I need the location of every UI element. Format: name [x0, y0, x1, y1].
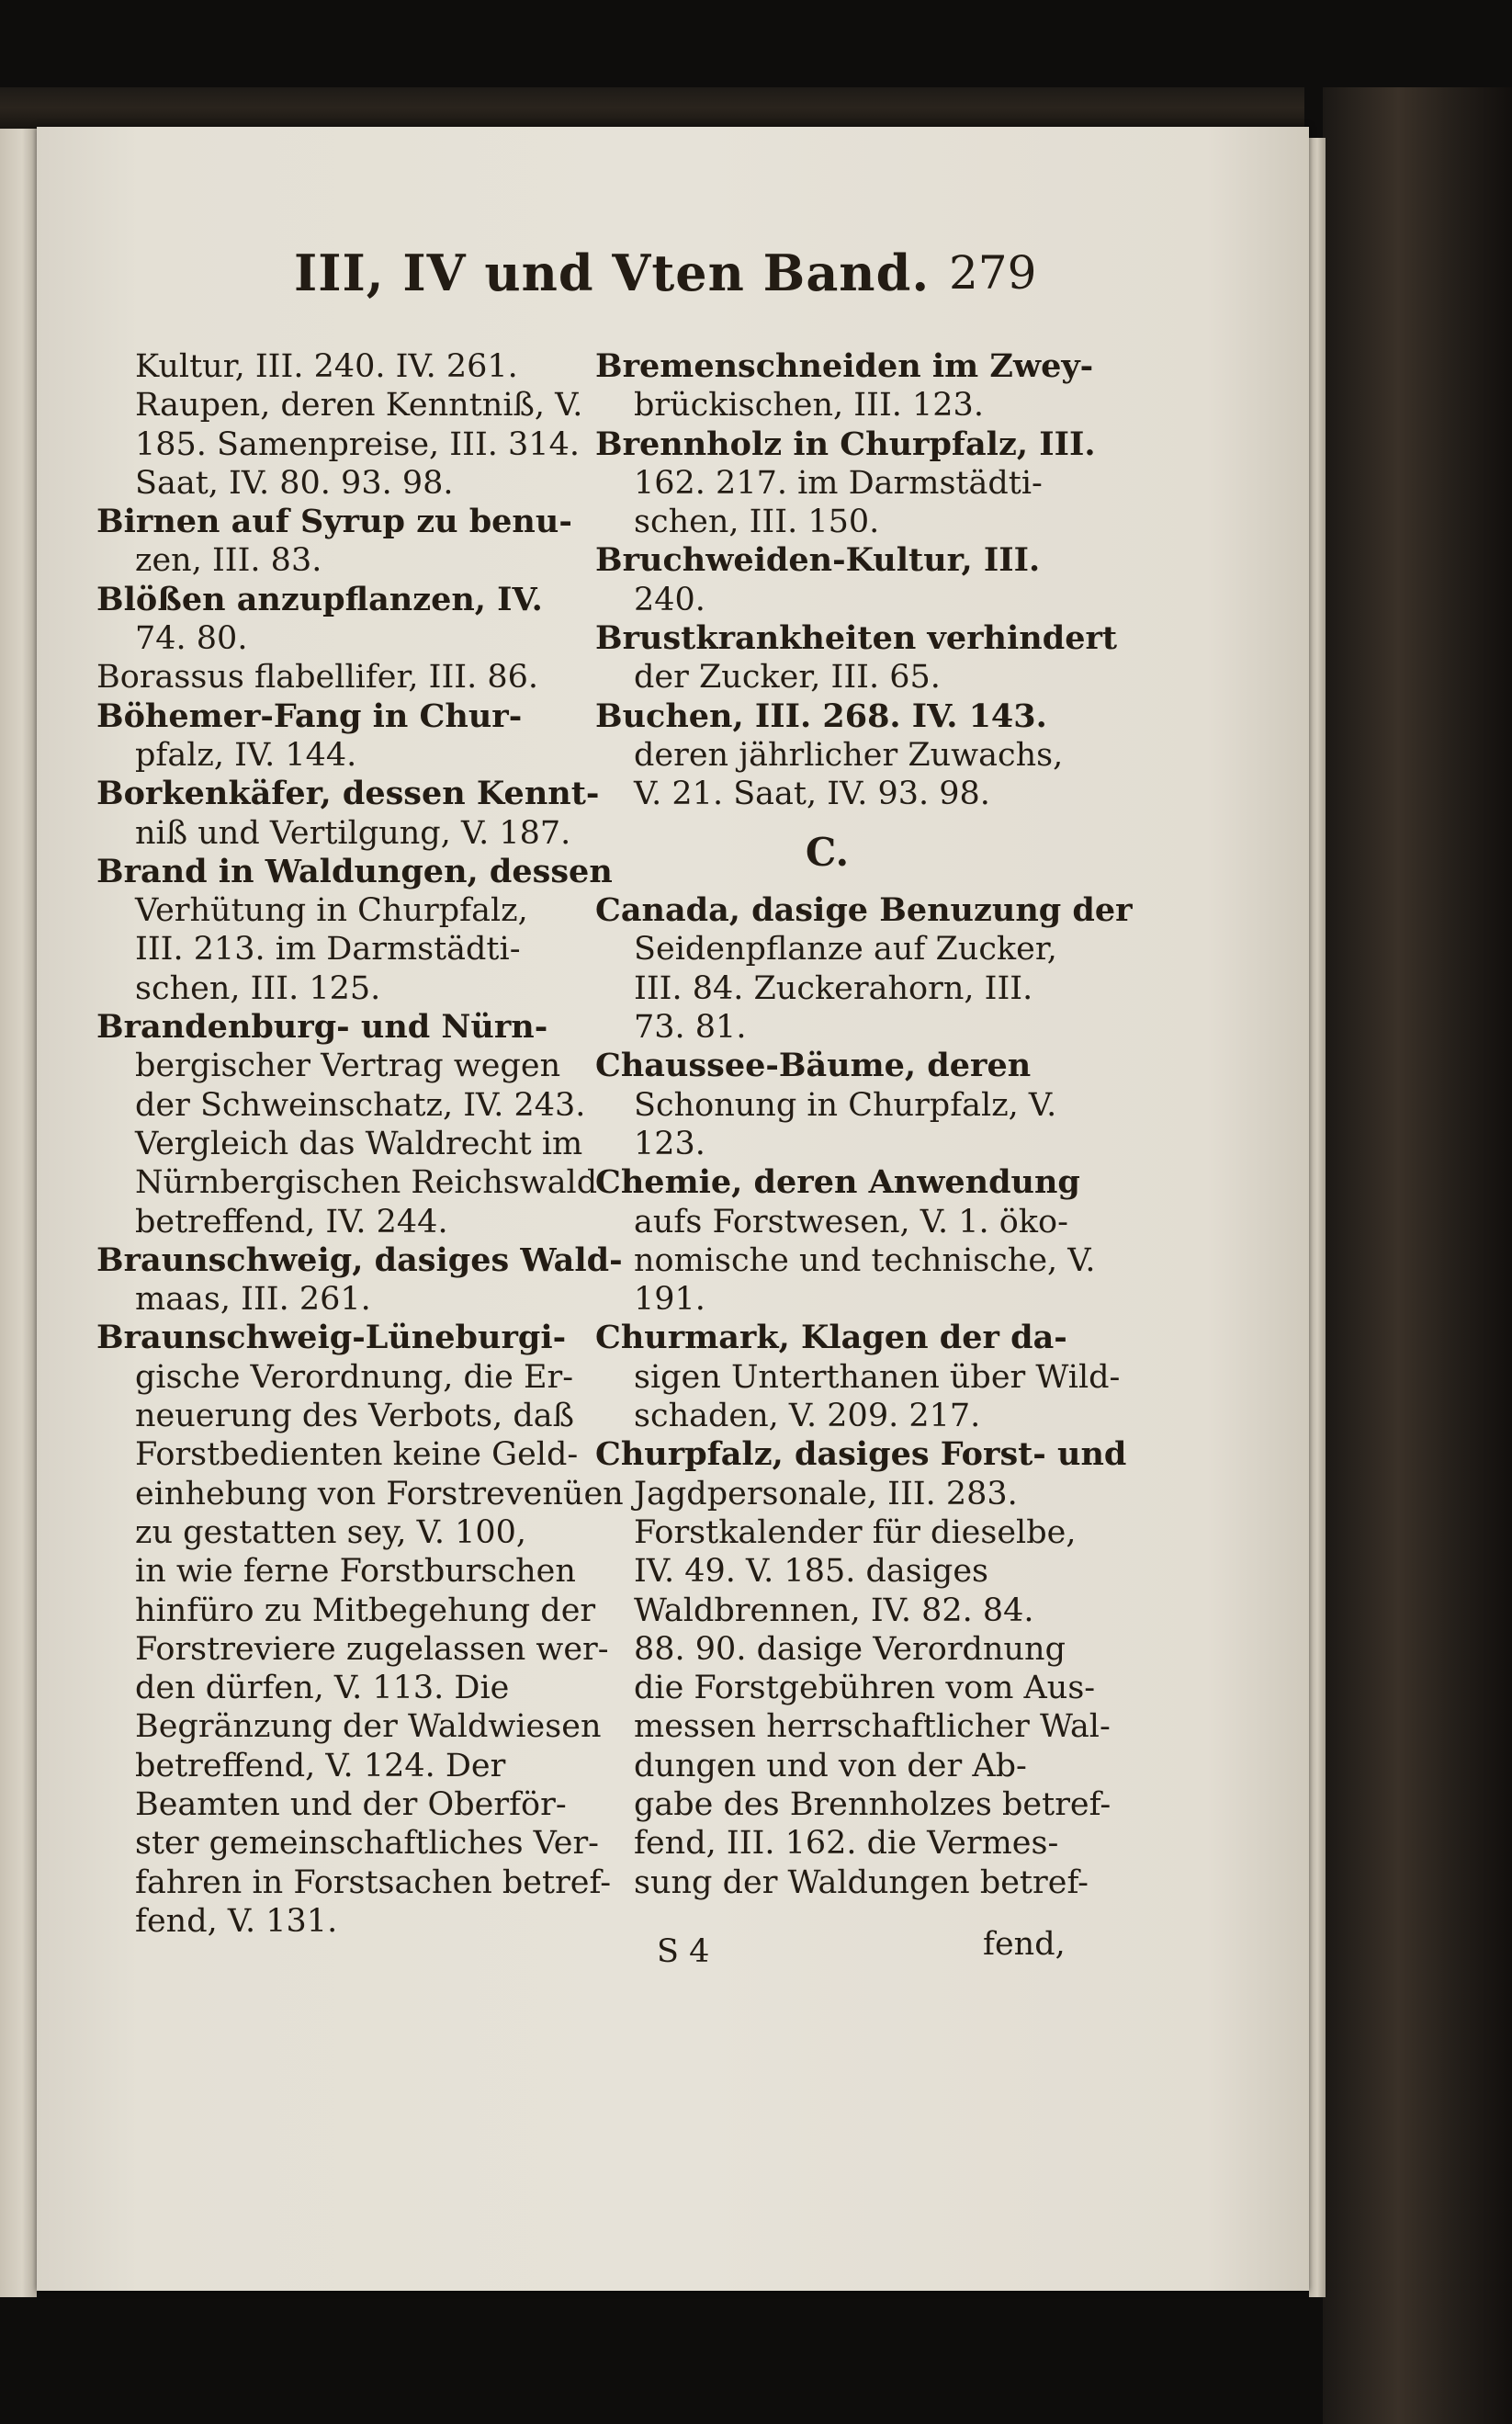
- index-entry-line: sung der Waldungen betref-: [634, 1863, 1089, 1901]
- index-headword-line: Borkenkäfer, dessen Kennt-: [96, 775, 600, 813]
- index-entry-line: Verhütung in Churpfalz,: [135, 892, 528, 930]
- index-entry-line: Vergleich das Waldrecht im: [135, 1125, 583, 1162]
- index-entry-line: in wie ferne Forstburschen: [135, 1553, 576, 1591]
- index-entry-line: neuerung des Verbots, daß: [135, 1398, 574, 1435]
- index-headword-line: Blößen anzupflanzen, IV.: [96, 580, 543, 618]
- index-entry-line: schen, III. 150.: [634, 504, 880, 541]
- index-entry-line: ster gemeinschaftliches Ver-: [135, 1825, 600, 1863]
- index-entry-line: der Zucker, III. 65.: [634, 659, 941, 697]
- index-entry-line: zu gestatten sey, V. 100,: [135, 1513, 527, 1551]
- index-headword-line: Bremenschneiden im Zwey-: [595, 347, 1094, 385]
- book-binding-top: [0, 87, 1304, 129]
- section-letter: C.: [805, 829, 850, 875]
- index-headword-line: Brand in Waldungen, dessen: [96, 852, 613, 890]
- index-entry-line: IV. 49. V. 185. dasiges: [634, 1553, 988, 1591]
- index-entry-line: V. 21. Saat, IV. 93. 98.: [634, 776, 990, 813]
- index-entry-line: aufs Forstwesen, V. 1. öko-: [634, 1203, 1068, 1240]
- index-entry-line: schen, III. 125.: [135, 969, 381, 1007]
- index-entry-line: brückischen, III. 123.: [634, 387, 984, 425]
- index-entry-line: der Schweinschatz, IV. 243.: [135, 1086, 586, 1124]
- index-headword-line: Brustkrankheiten verhindert: [595, 619, 1118, 658]
- index-headword-line: Böhemer-Fang in Chur-: [96, 697, 523, 735]
- index-entry-line: sigen Unterthanen über Wild-: [634, 1358, 1121, 1396]
- index-entry-line: Waldbrennen, IV. 82. 84.: [634, 1591, 1034, 1629]
- index-entry-line: schaden, V. 209. 217.: [634, 1398, 981, 1435]
- page-header: [294, 244, 1047, 317]
- index-headword-line: Buchen, III. 268. IV. 143.: [595, 697, 1047, 735]
- index-entry-line: fend, V. 131.: [135, 1902, 338, 1940]
- index-entry-line: 191.: [634, 1281, 705, 1319]
- index-entry-line: Borassus flabellifer, III. 86.: [96, 659, 539, 697]
- page-stack-edge: [1309, 138, 1326, 2297]
- index-headword-line: Chaussee-Bäume, deren: [595, 1047, 1032, 1085]
- running-head: III, IV und Vten Band.: [294, 244, 931, 302]
- book-cover-edge: [1323, 87, 1512, 2424]
- index-entry-line: Forstkalender für dieselbe,: [634, 1513, 1077, 1551]
- index-entry-line: Seidenpflanze auf Zucker,: [634, 931, 1057, 968]
- index-entry-line: dungen und von der Ab-: [634, 1747, 1027, 1784]
- index-entry-line: zen, III. 83.: [135, 542, 322, 580]
- index-entry-line: Jagdpersonale, III. 283.: [634, 1475, 1018, 1512]
- signature-mark: S 4: [657, 1933, 710, 1970]
- index-entry-line: nomische und technische, V.: [634, 1241, 1096, 1279]
- index-entry-line: hinfüro zu Mitbegehung der: [135, 1591, 596, 1629]
- index-entry-line: Beamten und der Oberför-: [135, 1785, 567, 1823]
- index-entry-line: Begränzung der Waldwiesen: [135, 1708, 602, 1746]
- catchword: fend,: [983, 1926, 1066, 1963]
- index-entry-line: Forstbedienten keine Geld-: [135, 1436, 579, 1474]
- index-entry-line: deren jährlicher Zuwachs,: [634, 736, 1064, 774]
- page-number: 279: [949, 246, 1037, 300]
- index-headword-line: Braunschweig, dasiges Wald-: [96, 1240, 623, 1279]
- index-block-b: [595, 347, 1118, 814]
- index-entry-line: 123.: [634, 1125, 705, 1162]
- index-entry-line: bergischer Vertrag wegen: [135, 1048, 561, 1085]
- index-headword-line: Braunschweig-Lüneburgi-: [96, 1319, 567, 1357]
- index-headword-line: Brandenburg- und Nürn-: [96, 1008, 548, 1047]
- index-entry-line: Nürnbergischen Reichswald: [135, 1164, 598, 1202]
- index-entry-line: III. 213. im Darmstädti-: [135, 931, 521, 968]
- index-headword-line: Brennholz in Churpfalz, III.: [595, 425, 1096, 463]
- index-entry-line: Raupen, deren Kenntniß, V.: [135, 387, 583, 425]
- index-entry-line: Saat, IV. 80. 93. 98.: [135, 464, 454, 502]
- index-entry-line: fend, III. 162. die Vermes-: [634, 1825, 1059, 1863]
- index-entry-line: maas, III. 261.: [135, 1281, 371, 1319]
- index-entry-line: fahren in Forstsachen betref-: [135, 1863, 612, 1901]
- index-entry-line: betreffend, V. 124. Der: [135, 1747, 506, 1784]
- facing-page-edge: [0, 129, 37, 2297]
- index-column-left: [96, 347, 624, 1941]
- index-entry-line: gische Verordnung, die Er-: [135, 1358, 574, 1396]
- index-entry-line: betreffend, IV. 244.: [135, 1203, 448, 1240]
- index-entry-line: 240.: [634, 581, 705, 618]
- index-entry-line: den dürfen, V. 113. Die: [135, 1670, 510, 1707]
- index-block-c: [595, 891, 1133, 1902]
- index-entry-line: Schonung in Churpfalz, V.: [634, 1086, 1057, 1124]
- index-entry-line: 74. 80.: [135, 620, 248, 658]
- index-headword-line: Canada, dasige Benuzung der: [595, 891, 1133, 930]
- index-headword-line: Birnen auf Syrup zu benu-: [96, 503, 572, 541]
- index-entry-line: 88. 90. dasige Verordnung: [634, 1630, 1066, 1668]
- index-entry-line: III. 84. Zuckerahorn, III.: [634, 969, 1033, 1007]
- index-entry-line: gabe des Brennholzes betref-: [634, 1785, 1111, 1823]
- index-entry-line: einhebung von Forstrevenüen: [135, 1475, 624, 1512]
- index-entry-line: Forstreviere zugelassen wer-: [135, 1630, 609, 1668]
- index-headword-line: Churpfalz, dasiges Forst- und: [595, 1435, 1127, 1474]
- index-headword-line: Churmark, Klagen der da-: [595, 1319, 1067, 1357]
- index-entry-line: niß und Vertilgung, V. 187.: [135, 814, 571, 852]
- index-entry-line: Kultur, III. 240. IV. 261.: [135, 348, 518, 385]
- index-entry-line: 162. 217. im Darmstädti-: [634, 464, 1043, 502]
- index-headword-line: Chemie, deren Anwendung: [595, 1163, 1080, 1202]
- index-headword-line: Bruchweiden-Kultur, III.: [595, 541, 1041, 580]
- index-entry-line: 185. Samenpreise, III. 314.: [135, 425, 580, 463]
- index-column-right: [595, 347, 1133, 1902]
- index-entry-line: pfalz, IV. 144.: [135, 736, 357, 774]
- index-entry-line: messen herrschaftlicher Wal-: [634, 1708, 1111, 1746]
- index-entry-line: die Forstgebühren vom Aus-: [634, 1670, 1096, 1707]
- index-entry-line: 73. 81.: [634, 1009, 747, 1047]
